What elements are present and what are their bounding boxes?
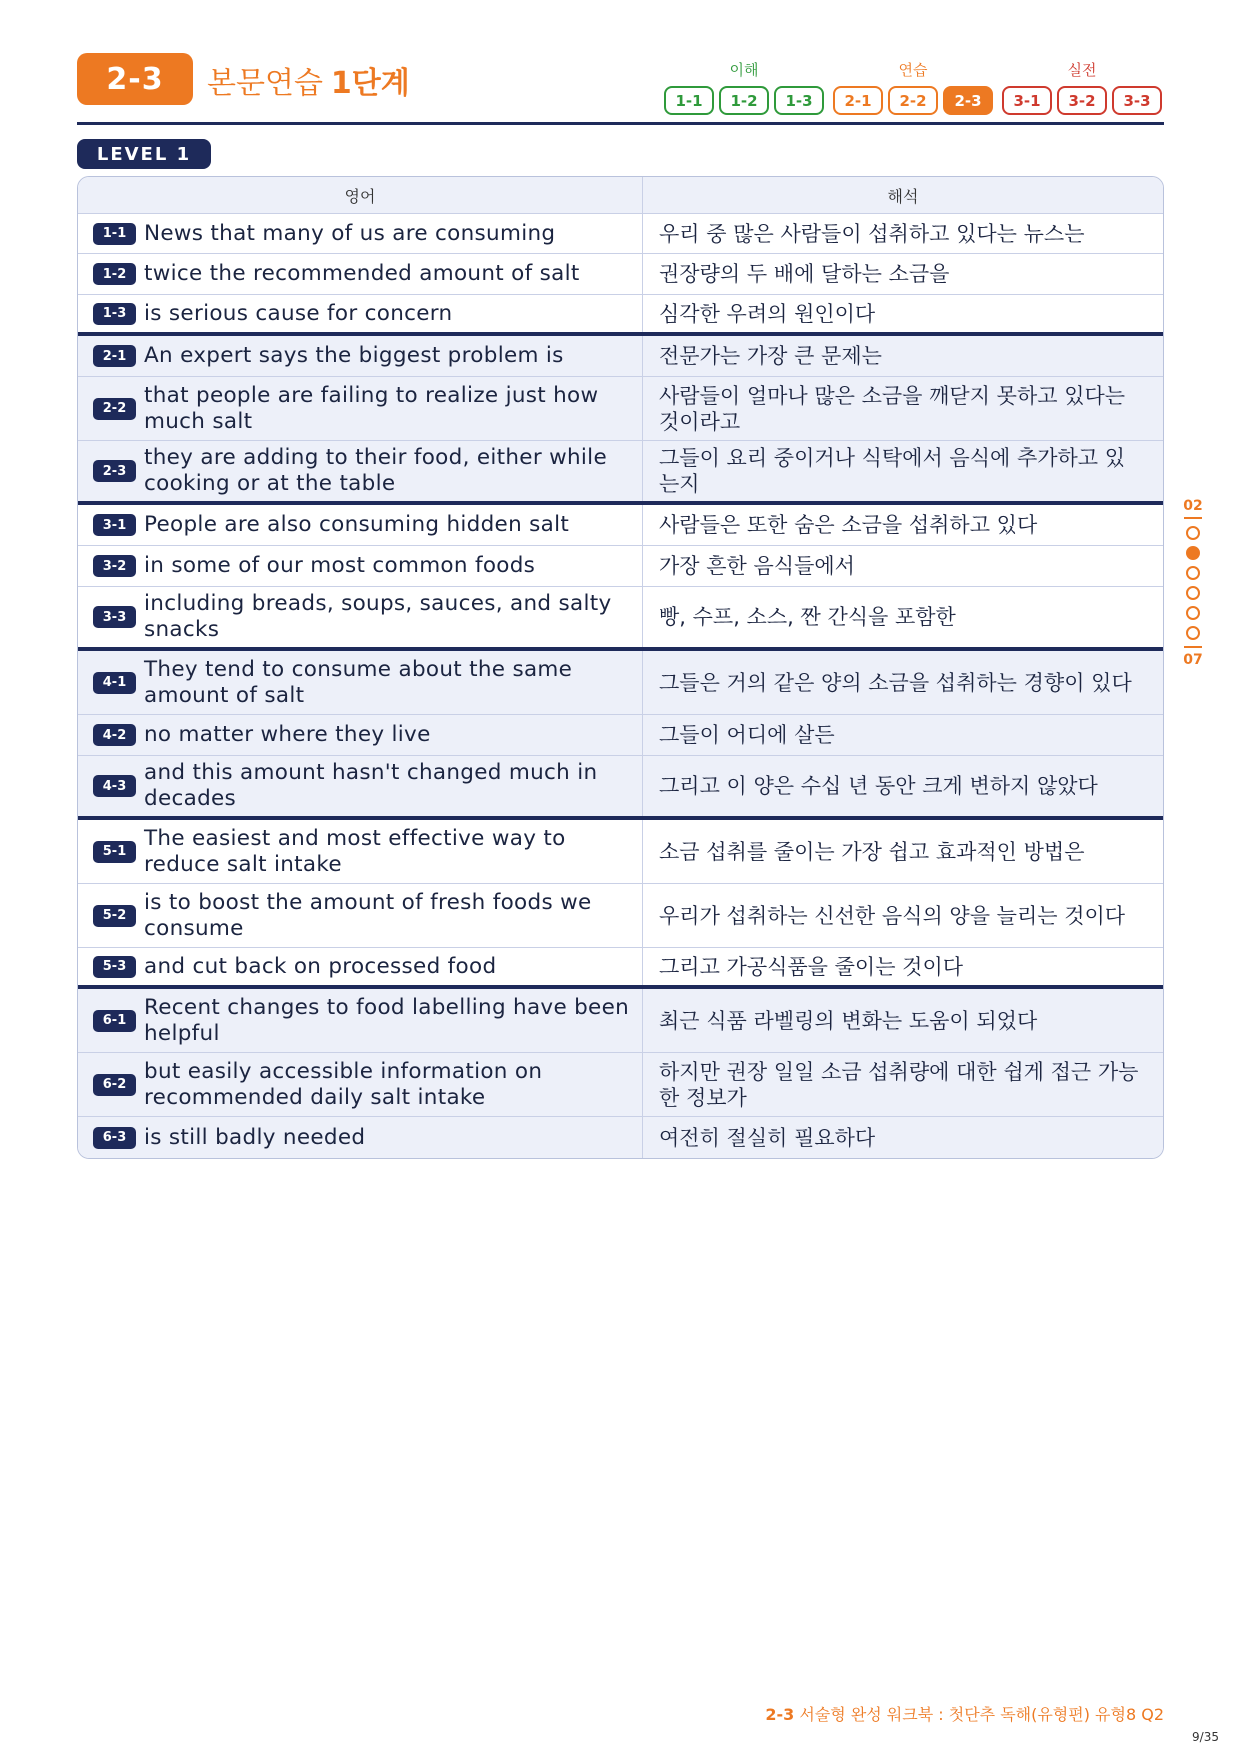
step-pill-3-1[interactable]: 3-1 (1002, 86, 1052, 115)
level-badge: LEVEL 1 (77, 139, 211, 169)
english-text: People are also consuming hidden salt (144, 512, 570, 537)
english-text: is still badly needed (144, 1124, 366, 1150)
english-text: that people are failing to realize just how much salt (144, 382, 599, 434)
table-row (78, 884, 1163, 948)
translation-text: 권장량의 두 배에 달하는 소금을 (659, 262, 950, 286)
translation-text: 사람들이 얼마나 많은 소금을 깨닫지 못하고 있다는 것이라고 (659, 383, 1126, 434)
step-pill-1-3[interactable]: 1-3 (774, 86, 824, 115)
column-header-english: 영어 (78, 177, 643, 213)
sentence-tag: 3-1 (93, 514, 136, 536)
english-text: and cut back on processed food (144, 953, 497, 979)
table-row (78, 820, 1163, 884)
english-text: News that many of us are consuming (144, 220, 556, 246)
sentence-tag: 5-2 (93, 905, 136, 927)
english-text: An expert says the biggest problem is (144, 343, 564, 368)
translation-cell (643, 505, 1163, 545)
translation-cell (643, 214, 1163, 253)
side-nav-divider (1184, 646, 1202, 648)
progress-dot[interactable] (1186, 586, 1200, 600)
english-text: they are adding to their food, either while cooking or at the table (144, 445, 607, 496)
english-text: no matter where they live (144, 722, 431, 747)
translation-text: 빵, 수프, 소스, 짠 간식을 포함한 (659, 605, 956, 629)
step-pill-2-2[interactable]: 2-2 (888, 86, 938, 115)
sentence-tag: 1-3 (93, 303, 136, 325)
translation-cell (643, 295, 1163, 332)
step-pill-3-3[interactable]: 3-3 (1112, 86, 1162, 115)
translation-cell (643, 441, 1163, 501)
english-cell (78, 214, 643, 253)
translation-cell (643, 989, 1163, 1052)
progress-dot[interactable] (1186, 526, 1200, 540)
english-cell (78, 377, 643, 440)
english-cell (78, 820, 643, 883)
table-body (78, 214, 1163, 1158)
english-text: is serious cause for concern (144, 300, 453, 326)
english-cell (78, 989, 643, 1052)
translation-cell (643, 1117, 1163, 1158)
english-cell (78, 884, 643, 947)
page-title (207, 58, 410, 102)
side-nav-start: 02 (1183, 498, 1203, 514)
translation-text: 그들이 요리 중이거나 식탁에서 음식에 추가하고 있는지 (659, 446, 1126, 496)
table-row (78, 254, 1163, 295)
step-pill-1-2[interactable]: 1-2 (719, 86, 769, 115)
english-text: is to boost the amount of fresh foods we consume (144, 889, 592, 941)
english-cell (78, 505, 643, 545)
english-cell (78, 254, 643, 294)
english-text: including breads, soups, sauces, and salty snacks (144, 591, 612, 642)
table-row (78, 948, 1163, 989)
translation-text: 심각한 우려의 원인이다 (659, 301, 876, 326)
translation-text: 우리 중 많은 사람들이 섭취하고 있다는 뉴스는 (659, 221, 1085, 246)
translation-text: 소금 섭취를 줄이는 가장 쉽고 효과적인 방법은 (659, 839, 1085, 864)
step-group-label: 이해 (729, 61, 759, 79)
footer (765, 1702, 1164, 1725)
sentence-tag: 5-1 (93, 841, 136, 863)
translation-cell (643, 756, 1163, 816)
english-text: Recent changes to food labelling have been helpful (144, 994, 630, 1046)
table-row (78, 989, 1163, 1053)
translation-cell (643, 336, 1163, 376)
table-row (78, 214, 1163, 254)
english-cell (78, 948, 643, 985)
sentence-tag: 2-1 (93, 345, 136, 367)
english-cell (78, 441, 643, 501)
english-cell (78, 546, 643, 586)
step-pill-1-1[interactable]: 1-1 (664, 86, 714, 115)
translation-text: 최근 식품 라벨링의 변화는 도움이 되었다 (659, 1008, 1038, 1033)
english-text: but easily accessible information on recommended daily salt intake (144, 1058, 543, 1110)
sentence-tag: 5-3 (93, 956, 136, 978)
translation-cell (643, 948, 1163, 985)
translation-cell (643, 715, 1163, 755)
translation-cell (643, 587, 1163, 647)
english-text: The easiest and most effective way to reduce salt intake (144, 825, 566, 877)
section-badge: 2-3 (77, 53, 193, 105)
step-pill-2-3-active[interactable]: 2-3 (943, 86, 993, 115)
english-cell (78, 756, 643, 816)
sentence-tag: 1-1 (93, 223, 136, 245)
translation-text: 가장 흔한 음식들에서 (659, 554, 855, 578)
page-number: 9/35 (1192, 1730, 1219, 1744)
sentence-tag: 6-1 (93, 1010, 136, 1032)
translation-text: 그들은 거의 같은 양의 소금을 섭취하는 경향이 있다 (659, 670, 1132, 695)
step-group-label: 연습 (898, 61, 928, 79)
sentence-tag: 6-3 (93, 1127, 136, 1149)
footer-text: 서술형 완성 워크북 : 첫단추 독해(유형편) 유형8 Q2 (799, 1705, 1164, 1724)
sentence-tag: 4-1 (93, 672, 136, 694)
translation-text: 여전히 절실히 필요하다 (659, 1125, 876, 1150)
table-row (78, 651, 1163, 715)
table-row (78, 441, 1163, 505)
header-divider (77, 122, 1164, 125)
step-pill-3-2[interactable]: 3-2 (1057, 86, 1107, 115)
translation-cell (643, 254, 1163, 294)
sentence-tag: 4-3 (93, 775, 136, 797)
table-row (78, 546, 1163, 587)
translation-cell (643, 651, 1163, 714)
translation-text: 우리가 섭취하는 신선한 음식의 양을 늘리는 것이다 (659, 903, 1126, 928)
sentence-tag: 4-2 (93, 724, 136, 746)
sentence-tag: 2-3 (93, 460, 136, 482)
table-row (78, 1117, 1163, 1158)
progress-dot[interactable] (1186, 566, 1200, 580)
translation-text: 하지만 권장 일일 소금 섭취량에 대한 쉽게 접근 가능한 정보가 (659, 1059, 1139, 1110)
table-row (78, 756, 1163, 820)
table-header (78, 177, 1163, 214)
page-title-main: 본문연습 (207, 66, 323, 101)
english-cell (78, 715, 643, 755)
translation-text: 그들이 어디에 살든 (659, 723, 835, 747)
side-nav-divider (1184, 517, 1202, 519)
translation-cell (643, 546, 1163, 586)
sentence-tag: 2-2 (93, 398, 136, 420)
sentence-tag: 3-3 (93, 606, 136, 628)
translation-text: 전문가는 가장 큰 문제는 (659, 344, 882, 368)
step-group-label: 실전 (1067, 61, 1097, 79)
english-cell (78, 587, 643, 647)
progress-dot[interactable] (1186, 626, 1200, 640)
translation-text: 그리고 가공식품을 줄이는 것이다 (659, 954, 964, 979)
translation-cell (643, 884, 1163, 947)
english-cell (78, 1053, 643, 1116)
sentence-tag: 3-2 (93, 555, 136, 577)
english-cell (78, 336, 643, 376)
side-progress-nav (1181, 498, 1205, 668)
english-text: They tend to consume about the same amount of salt (144, 656, 573, 708)
column-header-translation: 해석 (887, 186, 919, 206)
table-row (78, 587, 1163, 651)
step-pill-2-1[interactable]: 2-1 (833, 86, 883, 115)
english-text: in some of our most common foods (144, 553, 536, 578)
translation-text: 사람들은 또한 숨은 소금을 섭취하고 있다 (659, 513, 1038, 537)
progress-dot[interactable] (1186, 606, 1200, 620)
page-title-step: 1단계 (330, 66, 410, 101)
translation-text: 그리고 이 양은 수십 년 동안 크게 변하지 않았다 (659, 774, 1098, 798)
table-row (78, 377, 1163, 441)
table-row (78, 1053, 1163, 1117)
english-cell (78, 295, 643, 332)
translation-cell (643, 1053, 1163, 1116)
translation-table (77, 176, 1164, 1159)
sentence-tag: 1-2 (93, 263, 136, 285)
english-cell (78, 1117, 643, 1158)
translation-cell (643, 377, 1163, 440)
table-row (78, 295, 1163, 336)
table-row (78, 505, 1163, 546)
translation-cell (643, 820, 1163, 883)
english-text: twice the recommended amount of salt (144, 261, 580, 286)
english-cell (78, 651, 643, 714)
progress-dot-active[interactable] (1186, 546, 1200, 560)
sentence-tag: 6-2 (93, 1074, 136, 1096)
side-nav-end: 07 (1183, 652, 1203, 668)
table-row (78, 336, 1163, 377)
english-text: and this amount hasn't changed much in decades (144, 760, 598, 811)
table-row (78, 715, 1163, 756)
footer-code: 2-3 (765, 1705, 795, 1724)
